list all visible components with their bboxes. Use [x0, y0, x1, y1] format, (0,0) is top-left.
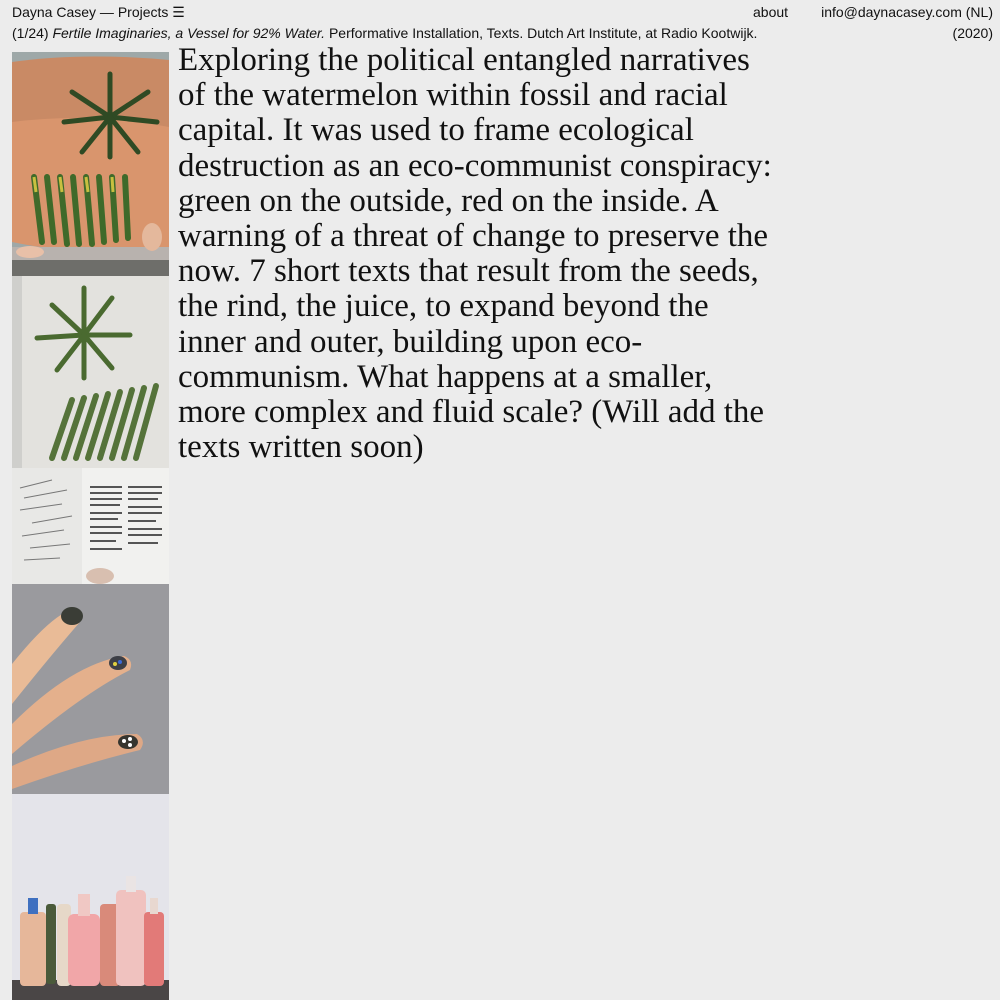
site-header [12, 3, 993, 21]
project-image-leaves-on-white-cloth[interactable] [12, 260, 169, 468]
project-description: Exploring the political entangled narratives of the watermelon within fossil and racial capital. It was used to frame ecological destruction as an eco-communist conspiracy: green on the outside, red on the inside. A warning of a threat of change to preserve the now. 7 short texts that result from the seeds, the rind, the juice, to expand beyond the inner and outer, building upon eco-communism. What happens at a smaller, more complex and fluid scale? (Will add the texts written soon) [178, 42, 772, 466]
project-image-bottles[interactable] [12, 794, 169, 1000]
project-image-gallery [12, 52, 169, 1000]
project-title: Fertile Imaginaries, a Vessel for 92% Water. [52, 25, 326, 41]
project-meta [12, 24, 993, 42]
project-image-printed-texts[interactable] [12, 468, 169, 584]
email-link[interactable]: info@daynacasey.com (NL) [821, 4, 993, 20]
project-image-painted-nails[interactable] [12, 584, 169, 794]
project-image-leaves-on-orange-fabric[interactable] [12, 52, 169, 260]
site-title-link[interactable]: Dayna Casey — Projects ☰ [12, 4, 185, 20]
project-details: Performative Installation, Texts. Dutch Art Institute, at Radio Kootwijk. [328, 25, 758, 41]
project-year: (2020) [952, 25, 993, 41]
project-counter: (1/24) [12, 25, 49, 41]
about-link[interactable]: about [753, 4, 789, 20]
